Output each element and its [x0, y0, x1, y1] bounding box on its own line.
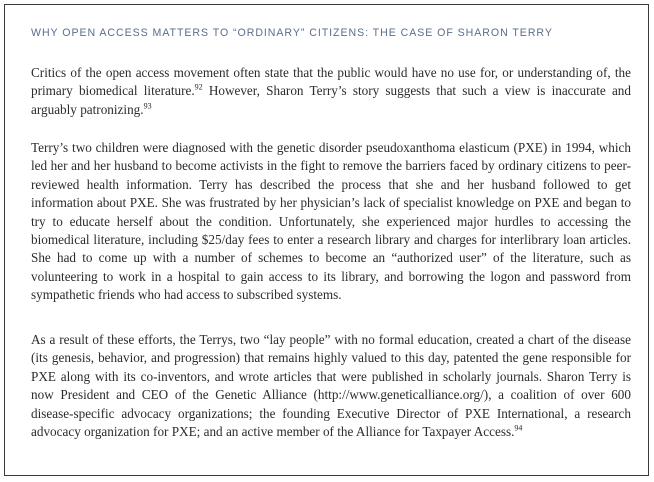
paragraph-critics — [31, 64, 631, 119]
footnote-92: 92 — [194, 83, 203, 93]
paragraph-3-text: As a result of these efforts, the Terrys, two “lay people” with no formal education, created a chart of the disease (its genesis, behavior, and progression) that remains highly valued to this day, patented the gene responsible for PXE along with its co-inventors, and wrote articles that were published in scholarly journals. Sharon Terry is now President and CEO of the Genetic Alliance (http://www.geneticalliance.org/), a coalition of over 600 disease-specific advocacy organizations; the founding Executive Director of PXE International, a research advocacy organization for PXE; and an active member of the Alliance for Taxpayer Access. — [31, 332, 631, 440]
paragraph-1-text: Critics of the open access movement often state that the public would have no use for, or understanding of, the primary biomedical literature. — [31, 65, 631, 99]
sidebar-box — [4, 4, 649, 476]
footnote-93: 93 — [143, 101, 152, 111]
box-heading: WHY OPEN ACCESS MATTERS TO “ORDINARY” CITIZENS: THE CASE OF SHARON TERRY — [31, 27, 553, 39]
paragraph-results — [31, 331, 631, 441]
paragraph-1-text-continued: However, Sharon Terry’s story suggests that such a view is inaccurate and arguably patronizing. — [31, 83, 631, 117]
paragraph-2-text: Terry’s two children were diagnosed with the genetic disorder pseudoxanthoma elasticum (PXE) in 1994, which led her and her husband to become activists in the fight to remove the barriers faced by ordinary citizens to peer-reviewed health information. Terry has described the process that she and her husband followed to get information about PXE. She was frustrated by her physician’s lack of specialist knowledge on PXE and began to try to educate herself about the condition. Unfortunately, she experienced major hurdles to accessing the biomedical literature, including $25/day fees to enter a research library and charges for interlibrary loan articles. She had to come up with a number of schemes to become an “authorized user” of the literature, such as volunteering to work in a hospital to gain access to its library, and borrowing the logon and password from sympathetic friends who had access to subscribed systems. — [31, 140, 631, 303]
paragraph-terry-children — [31, 139, 631, 305]
footnote-94: 94 — [514, 423, 523, 433]
